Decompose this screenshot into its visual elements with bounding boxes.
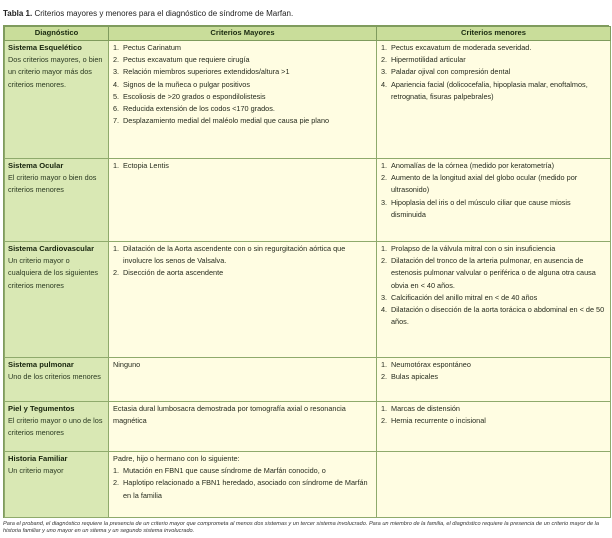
major-criteria-cell xyxy=(109,242,377,358)
minor-criterion-text: Pectus excavatum de moderada severidad. xyxy=(391,43,532,52)
minor-criterion-list xyxy=(381,160,606,221)
minor-criterion: 3. Hipoplasia del iris o del músculo ciliar que cause miosis disminuida xyxy=(381,197,571,219)
minor-criterion-list xyxy=(381,403,606,427)
system-description: Uno de los criterios menores xyxy=(8,372,101,382)
major-criterion: 2. Pectus excavatum que requiere cirugía xyxy=(113,55,250,65)
minor-criterion: 3. Paladar ojival con compresión dental xyxy=(381,67,511,77)
minor-criterion-text: Prolapso de la válvula mitral con o sin insuficiencia xyxy=(391,244,556,253)
major-criterion-text: Haplotipo relacionado a FBN1 heredado, asociado con síndrome de Marfán en la familia xyxy=(123,478,368,500)
minor-criterion-text: Calcificación del anillo mitral en < de 40 años xyxy=(391,292,538,302)
diagnostic-cell xyxy=(5,242,109,358)
minor-criterion: 1. Marcas de distensión xyxy=(381,404,460,413)
table-header-row xyxy=(5,27,611,41)
caption-text: Criterios mayores y menores para el diagnóstico de síndrome de Marfan. xyxy=(34,9,294,18)
table-row xyxy=(5,358,611,402)
major-criteria-cell xyxy=(109,41,377,159)
system-description: Un criterio mayor o cualquiera de los siguientes criterios menores xyxy=(8,256,99,290)
major-criterion-text: Pectus Carinatum xyxy=(123,43,181,52)
minor-criterion-text: Anomalías de la córnea (medido por keratometría) xyxy=(391,161,555,170)
diagnostic-cell xyxy=(5,41,109,159)
major-criterion: 2. Disección de aorta ascendente xyxy=(113,268,224,278)
major-criteria-cell xyxy=(109,358,377,402)
minor-criteria-cell xyxy=(377,159,611,242)
minor-criterion: 1. Neumotórax espontáneo xyxy=(381,360,471,369)
minor-criterion: 2. Bulas apicales xyxy=(381,372,439,382)
minor-criterion: 2. Dilatación del tronco de la arteria pulmonar, en ausencia de estenosis pulmonar valvular o periférica o de alguna otra causa obvia en < 40 años. xyxy=(381,256,596,290)
major-criteria-cell xyxy=(109,159,377,242)
caption-label: Tabla 1. xyxy=(3,9,33,18)
system-description: El criterio mayor o bien dos criterios menores xyxy=(8,173,97,195)
minor-criterion-text: Neumotórax espontáneo xyxy=(391,360,471,369)
minor-criterion-text: Hernia recurrente o incisional xyxy=(391,416,486,426)
minor-criterion-list xyxy=(381,42,606,103)
minor-criterion-text: Dilatación del tronco de la arteria pulmonar, en ausencia de estenosis pulmonar valvular o periférica o de alguna otra causa obvia en < 40 años. xyxy=(391,256,596,290)
minor-criteria-cell xyxy=(377,452,611,518)
table-footnote: Para el proband, el diagnóstico requiere la presencia de un criterio mayor que comprometa al menos dos sistemas y un tercer sistema involucrado. Para un miembro de la familia, el diagnóstico requiere la presencia de un criterio mayor de la historia familiar y uno mayor en un sitema y un segundo sistema involucrado. xyxy=(3,521,600,535)
major-criterion: 1. Mutación en FBN1 que cause síndrome de Marfán conocido, o xyxy=(113,466,326,476)
major-criterion-list xyxy=(113,243,372,280)
major-criterion-list xyxy=(113,465,372,502)
header-diagnostic: Diagnóstico xyxy=(5,27,109,41)
minor-criteria-cell xyxy=(377,402,611,452)
minor-criterion: 2. Aumento de la longitud axial del globo ocular (medido por ultrasonido) xyxy=(381,173,578,195)
minor-criterion: 1. Prolapso de la válvula mitral con o sin insuficiencia xyxy=(381,244,556,253)
major-criterion-text: Desplazamiento medial del maléolo medial que causa pie plano xyxy=(123,116,330,126)
minor-criterion-list xyxy=(381,243,606,328)
major-criteria-text: Padre, hijo o hermano con lo siguiente: xyxy=(113,454,240,463)
major-criterion-text: Dilatación de la Aorta ascendente con o sin regurgitación aórtica que involucre los senos de Valsalva. xyxy=(123,244,346,266)
major-criteria-cell xyxy=(109,402,377,452)
table-row xyxy=(5,402,611,452)
minor-criterion: 1. Anomalías de la córnea (medido por keratometría) xyxy=(381,161,555,170)
diagnostic-cell xyxy=(5,358,109,402)
minor-criterion-text: Marcas de distensión xyxy=(391,404,460,413)
diagnostic-cell xyxy=(5,402,109,452)
system-name: Sistema Cardiovascular xyxy=(8,244,95,253)
criteria-table xyxy=(3,25,609,518)
diagnostic-cell xyxy=(5,452,109,518)
system-description: El criterio mayor o uno de los criterios menores xyxy=(8,416,103,438)
minor-criterion-text: Aumento de la longitud axial del globo ocular (medido por ultrasonido) xyxy=(391,173,578,195)
major-criterion-list xyxy=(113,160,372,172)
minor-criteria-cell xyxy=(377,41,611,159)
minor-criterion: 3. Calcificación del anillo mitral en < de 40 años xyxy=(381,292,538,302)
major-criterion-text: Ectopia Lentis xyxy=(123,161,169,170)
minor-criterion: 4. Apariencia facial (dolicocefalia, hipoplasia malar, enoftalmos, retrognatia, fisuras palpebrales) xyxy=(381,79,588,101)
diagnostic-cell xyxy=(5,159,109,242)
major-criterion-text: Pectus excavatum que requiere cirugía xyxy=(123,55,250,65)
system-name: Piel y Tegumentos xyxy=(8,404,75,413)
major-criterion: 5. Escoliosis de >20 grados o espondilolistesis xyxy=(113,91,266,101)
minor-criteria-cell xyxy=(377,242,611,358)
system-name: Historia Familiar xyxy=(8,454,68,463)
table-row xyxy=(5,242,611,358)
table-caption xyxy=(3,8,609,19)
minor-criterion-text: Bulas apicales xyxy=(391,372,439,382)
major-criterion: 7. Desplazamiento medial del maléolo medial que causa pie plano xyxy=(113,116,330,126)
major-criterion: 1. Pectus Carinatum xyxy=(113,43,181,52)
major-criteria-text: Ectasia dural lumbosacra demostrada por tomografía axial o resonancia magnética xyxy=(113,404,346,426)
major-criterion-text: Escoliosis de >20 grados o espondilolistesis xyxy=(123,91,266,101)
major-criterion-list xyxy=(113,42,372,127)
major-criterion-text: Disección de aorta ascendente xyxy=(123,268,224,278)
major-criterion: 1. Ectopia Lentis xyxy=(113,161,169,170)
minor-criterion-text: Hipermotilidad articular xyxy=(391,55,466,65)
header-minor-criteria: Criterios menores xyxy=(377,27,611,41)
system-description: Un criterio mayor xyxy=(8,466,64,476)
table-row xyxy=(5,452,611,518)
table-row xyxy=(5,159,611,242)
system-name: Sistema pulmonar xyxy=(8,360,74,369)
major-criterion: 6. Reducida extensión de los codos <170 grados. xyxy=(113,104,275,114)
major-criterion: 1. Dilatación de la Aorta ascendente con o sin regurgitación aórtica que involucre los senos de Valsalva. xyxy=(113,244,346,266)
header-major-criteria: Criterios Mayores xyxy=(109,27,377,41)
major-criterion: 4. Signos de la muñeca o pulgar positivos xyxy=(113,79,250,89)
system-name: Sistema Esquelético xyxy=(8,43,82,52)
minor-criterion-text: Paladar ojival con compresión dental xyxy=(391,67,511,77)
table-row xyxy=(5,41,611,159)
minor-criterion: 1. Pectus excavatum de moderada severidad. xyxy=(381,43,532,52)
major-criteria-cell xyxy=(109,452,377,518)
major-criteria-text: Ninguno xyxy=(113,360,141,369)
minor-criterion: 4. Dilatación o disección de la aorta torácica o abdominal en < de 50 años. xyxy=(381,305,605,327)
minor-criteria-cell xyxy=(377,358,611,402)
minor-criterion-list xyxy=(381,359,606,383)
major-criterion-text: Reducida extensión de los codos <170 grados. xyxy=(123,104,275,114)
minor-criterion-text: Hipoplasia del iris o del músculo ciliar que cause miosis disminuida xyxy=(391,197,571,219)
major-criterion-text: Relación miembros superiores extendidos/altura >1 xyxy=(123,67,290,77)
minor-criterion-text: Dilatación o disección de la aorta torácica o abdominal en < de 50 años. xyxy=(391,305,605,327)
system-name: Sistema Ocular xyxy=(8,161,64,170)
system-description: Dos criterios mayores, o bien un criterio mayor más dos criterios menores. xyxy=(8,55,103,89)
minor-criterion: 2. Hernia recurrente o incisional xyxy=(381,416,486,426)
major-criterion-text: Signos de la muñeca o pulgar positivos xyxy=(123,79,250,89)
major-criterion-text: Mutación en FBN1 que cause síndrome de Marfán conocido, o xyxy=(123,466,326,476)
major-criterion: 2. Haplotipo relacionado a FBN1 heredado, asociado con síndrome de Marfán en la familia xyxy=(113,478,368,500)
major-criterion: 3. Relación miembros superiores extendidos/altura >1 xyxy=(113,67,290,77)
minor-criterion: 2. Hipermotilidad articular xyxy=(381,55,466,65)
minor-criterion-text: Apariencia facial (dolicocefalia, hipoplasia malar, enoftalmos, retrognatia, fisuras palpebrales) xyxy=(391,79,588,101)
